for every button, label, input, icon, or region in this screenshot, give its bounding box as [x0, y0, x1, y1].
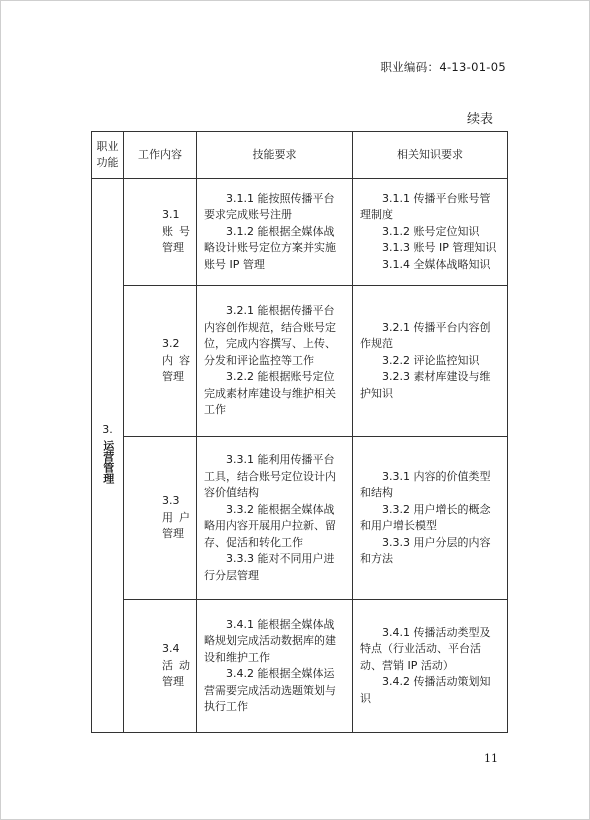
work-content-text: 3.3 用户管理: [162, 494, 190, 541]
knowledge-item: 3.1.2 账号定位知识: [382, 224, 480, 238]
skill-item: 3.1.1 能按照传播平台要求完成账号注册: [204, 191, 335, 222]
skill-cell: [197, 437, 353, 600]
skill-item: 3.2.2 能根据账号定位完成素材库建设与维护相关工作: [204, 370, 336, 417]
skill-item: 3.3.2 能根据全媒体战略用内容开展用户拉新、留存、促活和转化工作: [204, 502, 336, 549]
skill-cell: [197, 179, 353, 286]
knowledge-item: 3.3.1 内容的价值类型和结构: [360, 469, 491, 499]
function-cell: [92, 179, 124, 733]
knowledge-item: 3.2.3 素材库建设与维护知识: [360, 370, 491, 400]
table-row: [92, 179, 508, 286]
header-work-content: 工作内容: [124, 132, 197, 179]
skill-item: 3.4.2 能根据全媒体运营需要完成活动选题策划与执行工作: [204, 667, 336, 713]
skill-item: 3.2.1 能根据传播平台内容创作规范，结合账号定位，完成内容撰写、上传、分发和评论监控等工作: [204, 304, 336, 367]
header-knowledge-requirements: 相关知识要求: [353, 132, 508, 179]
knowledge-item: 3.1.1 传播平台账号管理制度: [360, 191, 491, 222]
knowledge-cell: [353, 437, 508, 600]
skill-cell: [197, 286, 353, 437]
knowledge-item: 3.4.2 传播活动策划知识: [360, 675, 491, 705]
work-content-cell: [124, 179, 197, 286]
knowledge-item: 3.2.2 评论监控知识: [382, 353, 480, 367]
table-row: [92, 286, 508, 437]
table-row: [92, 437, 508, 600]
header-function: [92, 132, 124, 179]
header-skill-requirements: 技能要求: [197, 132, 353, 179]
work-content-text: 3.2 内容管理: [162, 337, 190, 384]
header-function-line2: 功能: [96, 156, 119, 169]
skill-item: 3.3.1 能利用传播平台工具，结合账号定位设计内容价值结构: [204, 453, 336, 499]
skill-cell: [197, 600, 353, 733]
knowledge-item: 3.2.1 传播平台内容创作规范: [360, 320, 491, 351]
function-number: 3.: [102, 422, 113, 436]
occupation-code: 职业编码：4-13-01-05: [380, 60, 506, 74]
page-number: 11: [484, 752, 498, 765]
knowledge-item: 3.1.3 账号 IP 管理知识: [382, 241, 497, 255]
knowledge-cell: [353, 286, 508, 437]
knowledge-item: 3.1.4 全媒体战略知识: [382, 257, 491, 271]
skill-item: 3.4.1 能根据全媒体战略规划完成活动数据库的建设和维护工作: [204, 617, 336, 664]
table-continued-label: 续表: [466, 112, 493, 127]
table-row: [92, 600, 508, 733]
skill-item: 3.3.3 能对不同用户进行分层管理: [204, 552, 335, 582]
knowledge-cell: [353, 179, 508, 286]
skill-item: 3.1.2 能根据全媒体战略设计账号定位方案并实施账号 IP 管理: [204, 224, 336, 271]
skills-table: [91, 131, 508, 733]
table-header-row: [92, 132, 508, 179]
knowledge-cell: [353, 600, 508, 733]
work-content-cell: [124, 437, 197, 600]
header-function-line1: 职业: [96, 140, 119, 153]
knowledge-item: 3.3.2 用户增长的概念和用户增长模型: [360, 502, 491, 532]
work-content-cell: [124, 600, 197, 733]
knowledge-item: 3.4.1 传播活动类型及特点（行业活动、平台活动、营销 IP 活动）: [360, 625, 491, 672]
work-content-text: 3.4 活动管理: [162, 642, 190, 689]
work-content-text: 3.1 账号管理: [162, 208, 190, 255]
knowledge-item: 3.3.3 用户分层的内容和方法: [360, 535, 491, 565]
function-name: 运营管理: [101, 440, 115, 484]
work-content-cell: [124, 286, 197, 437]
